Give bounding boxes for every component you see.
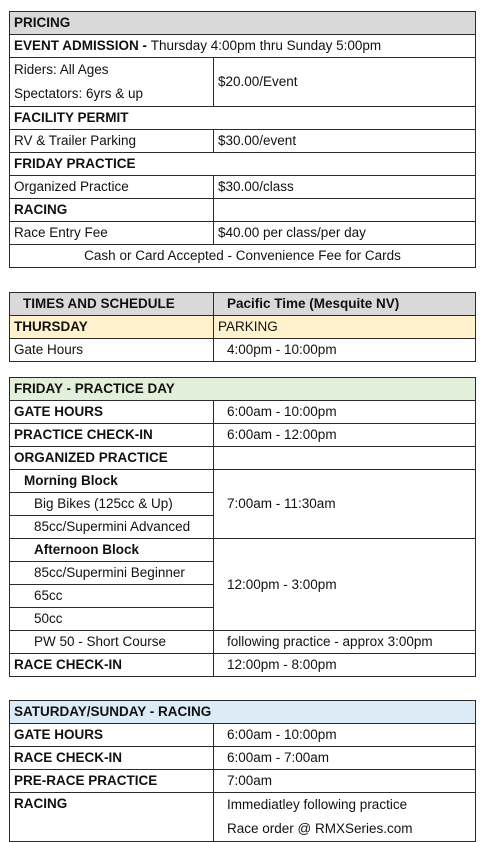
schedule-header-row: [10, 293, 476, 316]
friday-header-row: [10, 378, 476, 401]
practice-checkin-value: 6:00am - 12:00pm: [214, 424, 476, 447]
racing-value-line1: Immediatley following practice: [227, 797, 408, 812]
admission-audience: [10, 58, 214, 107]
pricing-table: [9, 11, 476, 268]
friday-race-checkin-row: [10, 654, 476, 677]
friday-practice-row: [10, 153, 476, 176]
rv-parking-label: RV & Trailer Parking: [10, 130, 214, 153]
schedule-header-left: TIMES AND SCHEDULE: [10, 293, 214, 316]
racing-row: [10, 199, 476, 222]
organized-practice-heading-row: [10, 447, 476, 470]
pre-race-label: PRE-RACE PRACTICE: [10, 770, 214, 793]
weekend-gate-label: GATE HOURS: [10, 724, 214, 747]
race-entry-label: Race Entry Fee: [10, 222, 214, 245]
schedule-header-right: Pacific Time (Mesquite NV): [214, 293, 476, 316]
pw50-value: following practice - approx 3:00pm: [214, 631, 476, 654]
organized-practice-empty: [214, 447, 476, 470]
racing-empty: [214, 199, 476, 222]
cc65-label: 65cc: [10, 585, 214, 608]
racing-value-line2: Race order @ RMXSeries.com: [227, 821, 413, 836]
schedule-table: [9, 292, 476, 362]
thursday-gate-value: 4:00pm - 10:00pm: [214, 339, 476, 362]
payment-note: Cash or Card Accepted - Convenience Fee for Cards: [10, 245, 476, 268]
weekend-table: [9, 700, 476, 842]
supermini-advanced-label: 85cc/Supermini Advanced: [10, 516, 214, 539]
friday-race-checkin-value: 12:00pm - 8:00pm: [214, 654, 476, 677]
weekend-gate-row: [10, 724, 476, 747]
friday-gate-row: [10, 401, 476, 424]
pre-race-row: [10, 770, 476, 793]
admission-row: [10, 58, 476, 107]
event-admission: [10, 35, 476, 58]
supermini-beginner-label: 85cc/Supermini Beginner: [10, 562, 214, 585]
facility-permit-row: [10, 107, 476, 130]
organized-practice-row: [10, 176, 476, 199]
practice-checkin-row: [10, 424, 476, 447]
friday-gate-label: GATE HOURS: [10, 401, 214, 424]
weekend-header-row: [10, 701, 476, 724]
facility-permit-heading: FACILITY PERMIT: [10, 107, 476, 130]
friday-header: FRIDAY - PRACTICE DAY: [10, 378, 476, 401]
weekend-race-checkin-value: 6:00am - 7:00am: [214, 747, 476, 770]
event-admission-label: EVENT ADMISSION -: [14, 38, 151, 53]
morning-block-label: Morning Block: [10, 470, 214, 493]
weekend-race-checkin-row: [10, 747, 476, 770]
racing-heading: RACING: [10, 199, 214, 222]
organized-practice-price: $30.00/class: [214, 176, 476, 199]
morning-block-value: 7:00am - 11:30am: [214, 470, 476, 539]
friday-gate-value: 6:00am - 10:00pm: [214, 401, 476, 424]
thursday-value: PARKING: [214, 316, 476, 339]
organized-practice-label: Organized Practice: [10, 176, 214, 199]
weekend-racing-row: [10, 793, 476, 842]
afternoon-block-value: 12:00pm - 3:00pm: [214, 539, 476, 631]
cc50-label: 50cc: [10, 608, 214, 631]
thursday-gate-row: [10, 339, 476, 362]
friday-table: [9, 377, 476, 677]
big-bikes-label: Big Bikes (125cc & Up): [10, 493, 214, 516]
morning-block-row: [10, 470, 476, 493]
pw50-label: PW 50 - Short Course: [10, 631, 214, 654]
friday-race-checkin-label: RACE CHECK-IN: [10, 654, 214, 677]
pw50-row: [10, 631, 476, 654]
weekend-racing-value: [214, 793, 476, 842]
rv-parking-row: [10, 130, 476, 153]
race-entry-row: [10, 222, 476, 245]
pricing-header: PRICING: [10, 12, 476, 35]
thursday-row: [10, 316, 476, 339]
practice-checkin-label: PRACTICE CHECK-IN: [10, 424, 214, 447]
afternoon-block-label: Afternoon Block: [10, 539, 214, 562]
spectators-label: Spectators: 6yrs & up: [14, 86, 144, 101]
weekend-race-checkin-label: RACE CHECK-IN: [10, 747, 214, 770]
thursday-gate-label: Gate Hours: [10, 339, 214, 362]
event-admission-row: [10, 35, 476, 58]
thursday-label: THURSDAY: [10, 316, 214, 339]
organized-practice-heading: ORGANIZED PRACTICE: [10, 447, 214, 470]
pricing-header-row: [10, 12, 476, 35]
weekend-gate-value: 6:00am - 10:00pm: [214, 724, 476, 747]
rv-parking-price: $30.00/event: [214, 130, 476, 153]
weekend-racing-label: RACING: [10, 793, 214, 842]
weekend-header: SATURDAY/SUNDAY - RACING: [10, 701, 476, 724]
event-admission-time: Thursday 4:00pm thru Sunday 5:00pm: [150, 38, 382, 53]
race-entry-price: $40.00 per class/per day: [214, 222, 476, 245]
riders-label: Riders: All Ages: [14, 62, 109, 77]
friday-practice-heading: FRIDAY PRACTICE: [10, 153, 476, 176]
admission-price: $20.00/Event: [214, 58, 476, 107]
payment-note-row: [10, 245, 476, 268]
afternoon-block-row: [10, 539, 476, 562]
pre-race-value: 7:00am: [214, 770, 476, 793]
